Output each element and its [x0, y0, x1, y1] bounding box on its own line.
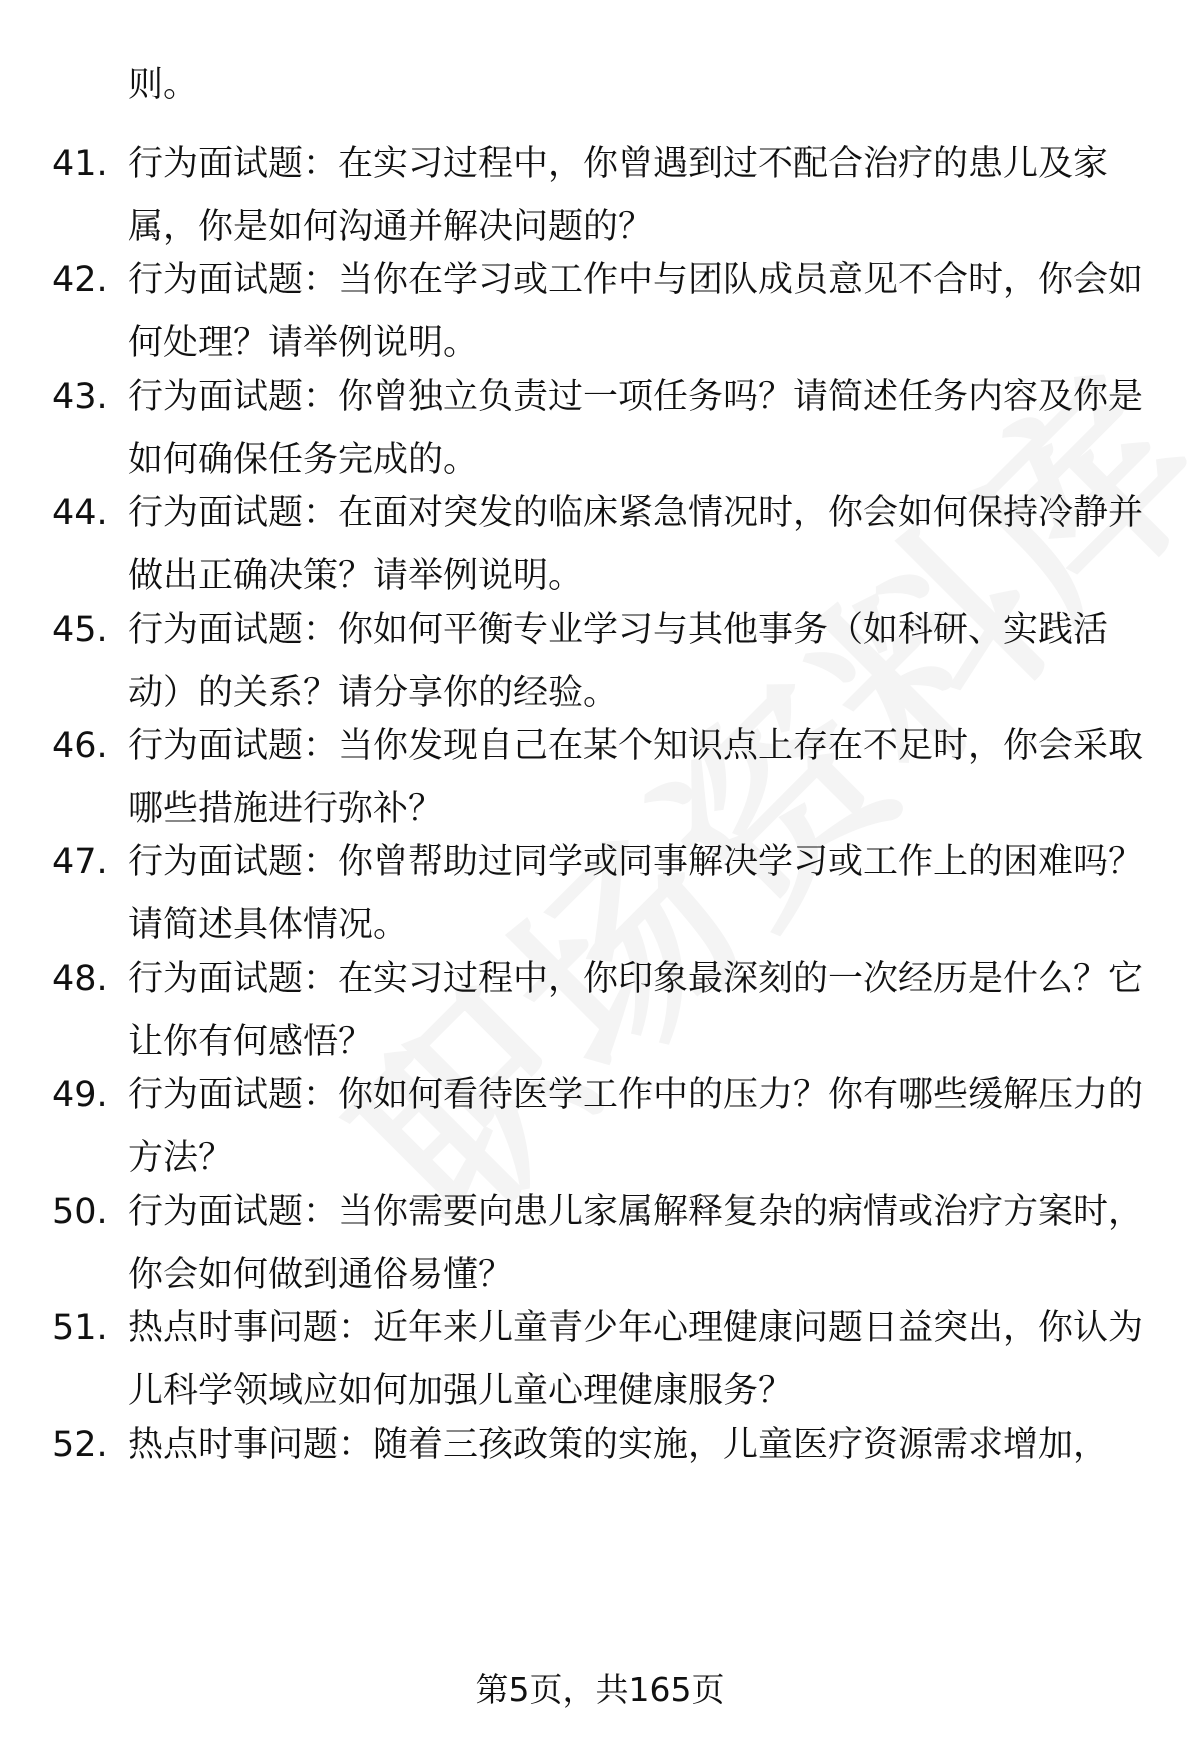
item-text: 行为面试题：当你需要向患儿家属解释复杂的病情或治疗方案时，你会如何做到通俗易懂？: [128, 1192, 1144, 1295]
item-text: 热点时事问题：近年来儿童青少年心理健康问题日益突出，你认为儿科学领域应如何加强儿童心理健康服务？: [128, 1308, 1144, 1411]
item-text: 行为面试题：在实习过程中，你印象最深刻的一次经历是什么？它让你有何感悟？: [128, 959, 1144, 1062]
item-number: 50.: [52, 1192, 108, 1232]
item-number: 45.: [52, 610, 108, 650]
item-text: 行为面试题：你曾独立负责过一项任务吗？请简述任务内容及你是如何确保任务完成的。: [128, 377, 1144, 480]
item-number: 43.: [52, 377, 108, 417]
item-number: 44.: [52, 493, 108, 533]
item-text: 行为面试题：当你在学习或工作中与团队成员意见不合时，你会如何处理？请举例说明。: [128, 260, 1144, 363]
item-text: 行为面试题：你如何平衡专业学习与其他事务（如科研、实践活动）的关系？请分享你的经验。: [128, 610, 1109, 713]
page-footer: 第5页，共165页: [475, 1670, 725, 1709]
item-text: 行为面试题：你如何看待医学工作中的压力？你有哪些缓解压力的方法？: [128, 1075, 1144, 1178]
item-number: 49.: [52, 1075, 108, 1115]
item-text: 行为面试题：你曾帮助过同学或同事解决学习或工作上的困难吗？请简述具体情况。: [128, 842, 1144, 945]
continuation-text: 则。: [128, 65, 199, 105]
item-number: 42.: [52, 260, 108, 300]
item-number: 41.: [52, 144, 108, 184]
item-number: 47.: [52, 842, 108, 882]
item-number: 48.: [52, 959, 108, 999]
item-text: 热点时事问题：随着三孩政策的实施，儿童医疗资源需求增加，: [128, 1425, 1109, 1465]
item-number: 51.: [52, 1308, 108, 1348]
item-text: 行为面试题：在面对突发的临床紧急情况时，你会如何保持冷静并做出正确决策？请举例说明。: [128, 493, 1144, 596]
item-number: 52.: [52, 1425, 108, 1465]
item-number: 46.: [52, 726, 108, 766]
item-text: 行为面试题：当你发现自己在某个知识点上存在不足时，你会采取哪些措施进行弥补？: [128, 726, 1144, 829]
item-text: 行为面试题：在实习过程中，你曾遇到过不配合治疗的患儿及家属，你是如何沟通并解决问题的？: [128, 144, 1109, 247]
